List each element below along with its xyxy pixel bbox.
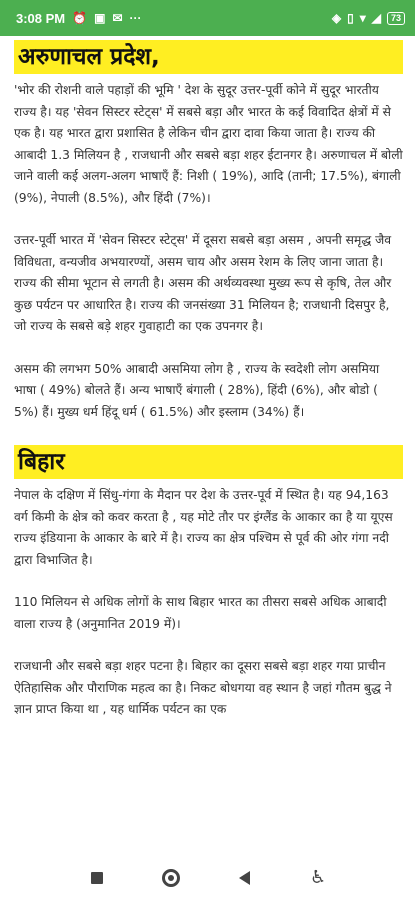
media-icon: ▣ [94, 11, 106, 25]
paragraph: नेपाल के दक्षिण में सिंधु-गंगा के मैदान पर देश के उत्तर-पूर्व में स्थित है। यह 94,163 वर्ग किमी के क्षेत्र को कवर करता है , यह मोटे तौर पर इंग्लैंड के आकार का है या यूएस राज्य इंडियाना के आकार के बारे में है। राज्य का क्षेत्र पश्चिम से पूर्व की ओर गंगा नदी द्वारा विभाजित है। [14, 488, 393, 567]
status-right [332, 12, 405, 25]
recents-button[interactable] [82, 863, 112, 893]
section-title-arunachal: अरुणाचल प्रदेश, [14, 40, 403, 74]
recents-icon [91, 872, 103, 884]
home-button[interactable] [156, 863, 186, 893]
paragraph: 'भोर की रोशनी वाले पहाड़ों की भूमि ' देश के सुदूर उत्तर-पूर्वी कोने में सुदूर भारतीय राज्य है। यह 'सेवन सिस्टर स्टेट्स' में सबसे बड़ा और भारत के कई विवादित क्षेत्रों में से एक है। यह भारत द्वारा प्रशासित है लेकिन चीन द्वारा दावा किया जाता है। राज्य की आबादी 1.3 मिलियन है , राजधानी और सबसे बड़ा शहर ईटानगर है। अरुणाचल में बोली जाने वाली कई अलग-अलग भाषाएँ हैं: निशी ( 19%), आदि (तानी; 17.5%), बंगाली (9%), नेपाली (8.5%), और हिंदी (7%)। [14, 83, 403, 205]
home-icon [162, 869, 180, 887]
paragraph: राजधानी और सबसे बड़ा शहर पटना है। बिहार का दूसरा सबसे बड़ा शहर गया प्राचीन ऐतिहासिक और पौराणिक महत्व का है। निकट बोधगया वह स्थान है जहां गौतम बुद्ध ने ज्ञान प्राप्त किया था , यह धार्मिक पर्यटन का एक [14, 659, 392, 716]
status-bar [0, 0, 415, 36]
article-content[interactable] [0, 36, 415, 856]
back-icon [239, 871, 250, 885]
paragraph: उत्तर-पूर्वी भारत में 'सेवन सिस्टर स्टेट्स' में दूसरा सबसे बड़ा असम , अपनी समृद्ध जैव विविधता, वन्यजीव अभयारण्यों, असम चाय और असम रेशम के लिए जाना जाता है। राज्य की सीमा भूटान से लगती है। असम की अर्थव्यवस्था मुख्य रूप से कृषि, तेल और कुछ पर्यटन पर आधारित है। राज्य की जनसंख्या 31 मिलियन है; राजधानी दिसपुर है, जो राज्य के सबसे बड़े शहर गुवाहाटी का एक उपनगर है। [14, 233, 392, 333]
section-title-bihar: बिहार [14, 445, 403, 479]
battery-icon: 73 [387, 12, 405, 25]
back-button[interactable] [229, 863, 259, 893]
mail-icon: ✉ [112, 11, 123, 25]
navigation-bar [0, 856, 415, 900]
vibrate-icon: ▯ [347, 11, 354, 25]
signal-icon: ◢ [371, 11, 381, 25]
status-time: 3:08 PM [16, 10, 66, 26]
accessibility-button[interactable] [303, 863, 333, 893]
paragraph: असम की लगभग 50% आबादी असमिया लोग है , राज्य के स्वदेशी लोग असमिया भाषा ( 49%) बोलते हैं। अन्य भाषाएँ बंगाली ( 28%), हिंदी (6%), और बोडो ( 5%) हैं। मुख्य धर्म हिंदू धर्म ( 61.5%) और इस्लाम (34%) हैं। [14, 361, 380, 419]
paragraph: 110 मिलियन से अधिक लोगों के साथ बिहार भारत का तीसरा सबसे अधिक आबादी वाला राज्य है (अनुमानित 2019 में)। [14, 595, 387, 631]
overflow-dots-icon: ··· [129, 11, 142, 25]
accessibility-icon: ♿ [310, 867, 327, 888]
alarm-icon: ⏰ [72, 11, 88, 25]
data-saver-icon: ◈ [331, 11, 342, 25]
wifi-icon: ▾ [359, 11, 366, 25]
status-left [16, 11, 142, 26]
